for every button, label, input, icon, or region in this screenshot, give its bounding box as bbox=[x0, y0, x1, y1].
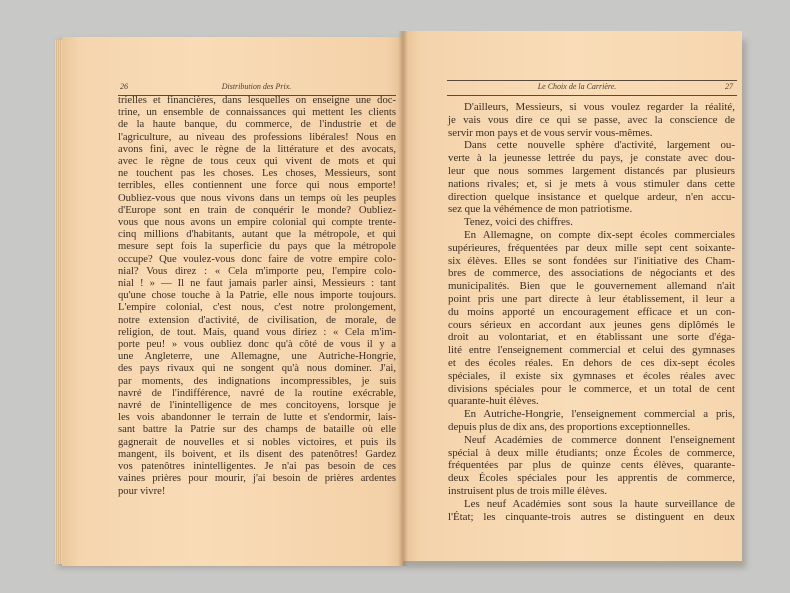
text-line: des pays rivaux qui ne songent qu'à nous dominer. J'ai, bbox=[118, 363, 396, 375]
text-line: cours sérieux en accordant aux jeunes gens diplômés le bbox=[448, 318, 735, 331]
text-line: deux Écoles spéciales pour les apprentis de commerce, bbox=[448, 472, 735, 485]
text-line: verte à la jeunesse lettrée du pays, je constate avec dou- bbox=[448, 152, 735, 165]
text-line: sant battre la Patrie sur des champs de bataille où elle bbox=[118, 424, 396, 436]
text-line: depuis plus de dix ans, des proportions exceptionnelles. bbox=[448, 420, 691, 433]
text-line: notre extension d'activité, de civilisation, de morale, de bbox=[118, 314, 396, 326]
text-line: spéciales, il existe six gymnases et écoles réales avec bbox=[448, 369, 735, 382]
left-page bbox=[62, 37, 403, 566]
text-line: spécial à deux mille étudiants; onze Écoles de commerce, bbox=[448, 446, 735, 459]
text-line: nial? Vous direz : « Cela m'importe peu, l'empire colo- bbox=[118, 265, 396, 277]
text-line: qu'une chose touche à la Patrie, elle nous importe toujours. bbox=[118, 290, 396, 302]
text-line: trielles et financières, dans lesquelles on enseigne une doc- bbox=[118, 95, 396, 106]
text-line: gagnerait de nouvelles et si nobles victoires, et puis ils bbox=[118, 436, 396, 448]
running-head: Distribution des Prix. bbox=[221, 82, 292, 91]
text-line: leur que nous sommes largement distancés par plusieurs bbox=[448, 164, 735, 177]
text-line: Oubliez-vous que nous vivons dans un temps où les peuples bbox=[118, 192, 396, 204]
text-line: ne touchent pas les choses. Les choses, Messieurs, sont bbox=[118, 168, 396, 180]
text-line: terribles, elles contiennent une force qui nous emporte! bbox=[118, 180, 396, 192]
text-line: mesure sept fois la superficie du pays que la métropole bbox=[118, 241, 396, 253]
text-line: je vais vous dire ce qui se passe, avec la conscience de bbox=[448, 113, 735, 126]
text-line: servir mon pays et de vous servir vous-mêmes. bbox=[448, 126, 653, 139]
text-line: vous que nous avons un empire colonial qui compte trente- bbox=[118, 217, 396, 229]
text-line: l'agriculture, au niveau des professions libérales! Nous en bbox=[118, 131, 396, 143]
header-rule bbox=[447, 95, 737, 96]
page-number: 27 bbox=[725, 82, 733, 91]
text-line: droit au volontariat, et en établissant une sorte d'éga- bbox=[448, 331, 735, 344]
text-line: Neuf Académies de commerce donnent l'enseignement bbox=[464, 433, 735, 446]
text-line: religion, de tout. Mais, quand vous diriez : « Cela m'im- bbox=[118, 326, 396, 338]
text-line: L'empire colonial, c'est nous, c'est notre prolongement, bbox=[118, 302, 396, 314]
text-line: porte peu! » vous oubliez donc qu'à côté de vous il y a bbox=[118, 339, 396, 351]
text-line: quarante-huit élèves. bbox=[448, 395, 539, 408]
text-line: vaines prières pour mourir, j'ai besoin de prières ardentes bbox=[118, 473, 396, 485]
right-page bbox=[403, 31, 742, 561]
text-line: fréquentées par plus de quinze cents élèves, quarante- bbox=[448, 459, 735, 472]
text-line: et des écoles réales. En dehors de ces dix-sept écoles bbox=[448, 356, 735, 369]
book-gutter bbox=[398, 31, 408, 566]
text-line: par moments, des indignations incompressibles, je suis bbox=[118, 375, 396, 387]
text-line: municipalités. Bien que le gouvernement allemand n'ait bbox=[448, 280, 735, 293]
text-line: direction quelque insistance et quelque ardeur, n'en accu- bbox=[448, 190, 735, 203]
text-line: nial ! » — Il ne faut jamais parler ainsi, Messieurs : tant bbox=[118, 278, 396, 290]
body-text bbox=[118, 95, 396, 498]
text-line: les vois abandonner le terrain de lutte et s'endormir, lais- bbox=[118, 412, 396, 424]
text-line: D'ailleurs, Messieurs, si vous voulez regarder la réalité, bbox=[464, 101, 735, 113]
text-line: d'Europe sont en train de conquérir le monde? Oubliez- bbox=[118, 204, 396, 216]
text-line: point pris une part directe à leur établissement, il leur a bbox=[448, 292, 735, 305]
text-line: En Autriche-Hongrie, l'enseignement commercial a pris, bbox=[464, 408, 735, 421]
text-line: navré de l'indifférence, navré de la routine exécrable, bbox=[118, 387, 396, 399]
body-text bbox=[448, 101, 735, 523]
text-line: une Angleterre, une Allemagne, une Autriche-Hongrie, bbox=[118, 351, 396, 363]
text-line: cinq millions d'habitants, autant que la métropole, et qui bbox=[118, 229, 396, 241]
text-line: du moins apporté un encouragement efficace et un con- bbox=[448, 305, 735, 318]
running-head: Le Choix de la Carrière. bbox=[537, 82, 617, 91]
text-line: trine, un ensemble de connaissances qui mettent les clients bbox=[118, 107, 396, 119]
text-line: avec le règne de tous ceux qui vivent de mots et qui bbox=[118, 156, 396, 168]
text-line: Dans cette nouvelle sphère d'activité, largement ou- bbox=[464, 139, 735, 152]
text-line: de la haute banque, du commerce, de l'industrie et de bbox=[118, 119, 396, 131]
text-line: En Allemagne, on compte dix-sept écoles commerciales bbox=[464, 228, 735, 241]
text-line: occupe? Que voulez-vous donc faire de votre empire colo- bbox=[118, 253, 396, 265]
text-line: nations rivales; et, si je mets à vous stimuler dans cette bbox=[448, 177, 735, 190]
text-line: lité entre l'enseignement commercial et celui des gymnases bbox=[448, 344, 735, 357]
text-line: bres de commerce, des associations de négociants et des bbox=[448, 267, 735, 280]
text-line: sez que la véhémence de mon patriotisme. bbox=[448, 203, 633, 216]
text-line: pour vivre! bbox=[118, 485, 166, 497]
text-line: avons fini, avec le règne de la littérature et des avocats, bbox=[118, 143, 396, 155]
text-line: vos patenôtres inintelligentes. Je n'ai pas besoin de ces bbox=[118, 461, 396, 473]
text-line: instruisent plus de trois mille élèves. bbox=[448, 484, 608, 497]
text-line: supérieures, fréquentées par deux mille sept cent soixante- bbox=[448, 241, 735, 254]
header-rule-top bbox=[447, 80, 737, 81]
text-line: navré de l'inintelligence de mes concitoyens, lorsque je bbox=[118, 400, 396, 412]
text-line: six élèves. Elles se sont fondées sur l'initiative des Cham- bbox=[448, 254, 735, 267]
page-number: 26 bbox=[120, 82, 128, 91]
text-line: mangent, ils boivent, et ils disent des patenôtres! Gardez bbox=[118, 448, 396, 460]
text-line: Tenez, voici des chiffres. bbox=[464, 216, 573, 229]
text-line: Les neuf Académies sont sous la haute surveillance de bbox=[464, 497, 735, 510]
text-line: l'État; les cinquante-trois autres se distinguent en deux bbox=[448, 510, 735, 523]
text-line: divisions spéciales pour le commerce, et un total de cent bbox=[448, 382, 735, 395]
